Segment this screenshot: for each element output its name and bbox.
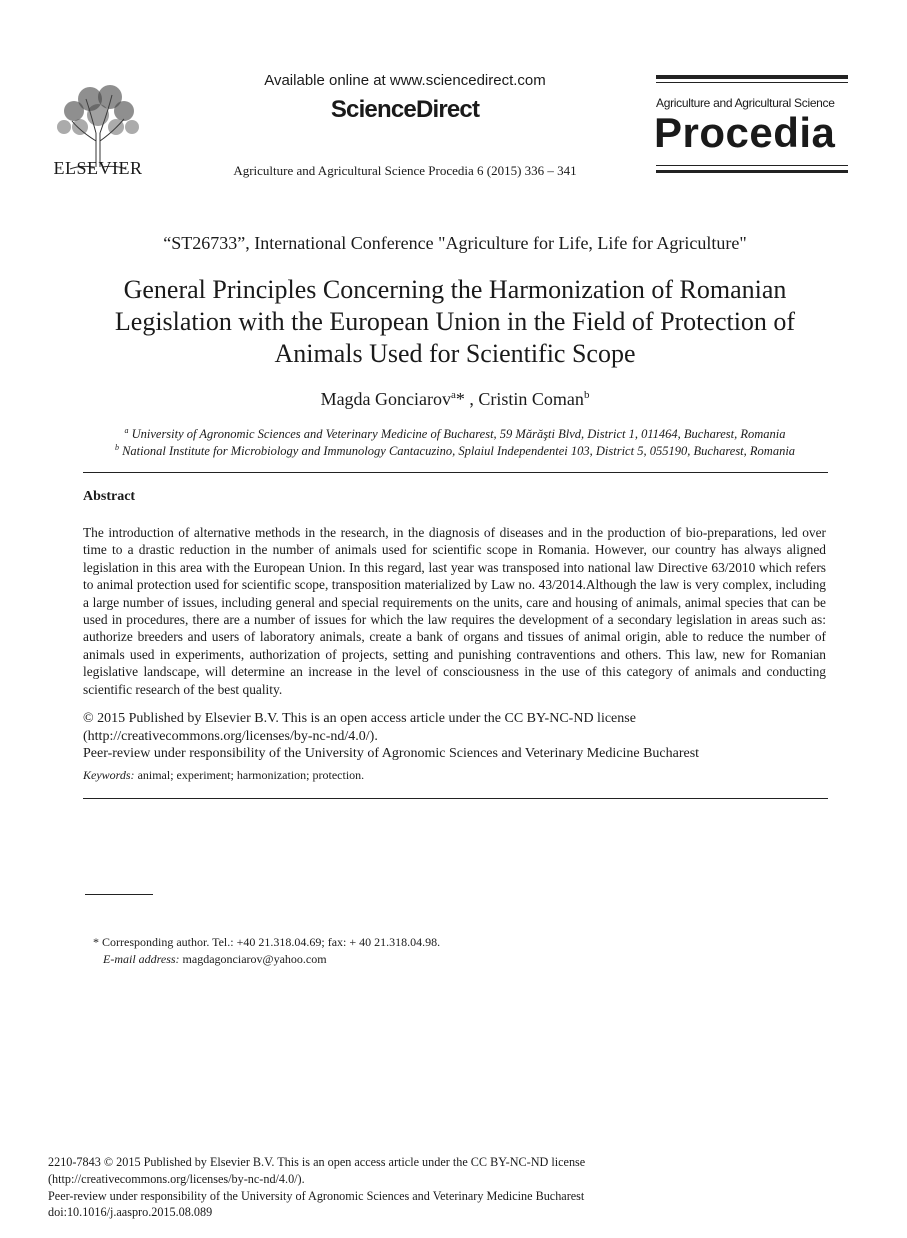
affiliation-text: National Institute for Microbiology and Immunology Cantacuzino, Splaiul Independentei 103, District 5, 055190, Bucharest, Romania: [122, 444, 796, 459]
elsevier-wordmark: ELSEVIER: [53, 158, 143, 178]
paper-title: [60, 274, 850, 370]
corresponding-mark: *: [455, 389, 465, 409]
journal-citation: Agriculture and Agricultural Science Procedia 6 (2015) 336 – 341: [233, 163, 577, 178]
email-note: [103, 952, 803, 967]
footer-doi[interactable]: doi:10.1016/j.aaspro.2015.08.089: [48, 1205, 213, 1219]
procedia-rule: [656, 165, 848, 166]
footer-license-link[interactable]: (http://creativecommons.org/licenses/by-nc-nd/4.0/).: [48, 1172, 305, 1186]
available-online-text: Available online at www.sciencedirect.com: [264, 72, 546, 89]
procedia-rule: [656, 75, 848, 79]
conference-name: “ST26733”, International Conference "Agriculture for Life, Life for Agriculture": [163, 233, 747, 253]
sciencedirect-logo: ScienceDirect: [330, 96, 480, 123]
author-name: Magda Gonciarov: [320, 389, 452, 409]
footnote-divider: [85, 894, 153, 895]
abstract-heading: Abstract: [83, 489, 136, 504]
journal-subtitle: Agriculture and Agricultural Science: [656, 96, 835, 110]
abstract-body: The introduction of alternative methods in the research, in the diagnosis of diseases and in the production of bio-preparations, led over time to a drastic reduction in the number of animals used for scientific scope in Romania. However, our country has always aligned legislation in this area with the European Union. In this regard, last year was transposed into national law Directive 63/2010 which refers to animal protection used for scientific scope, transposition materialized by Law no. 43/2014.Although the law is very complex, including a large number of issues, including general and special requirements on the units, care and housing of animals, animal species that can be used in procedures, there are a number of issues for which the law requires the development of a secondary legislation in areas such as: authorize breeders and users of laboratory animals, create a bank of organs and tissues of animal origin, able to reduce the number of animals used in experiments, authorization of projects, setting and punishing contraventions and others. This law, new for Romanian legislative landscape, will determine an increase in the level of consciousness in the use of this category of animals and conducting scientific research of the best quality.: [83, 525, 826, 697]
affiliation-text: University of Agronomic Sciences and Veterinary Medicine of Bucharest, 59 Mărăşti Blvd, District 1, 011464, Bucharest, Romania: [131, 427, 786, 442]
title-line: Animals Used for Scientific Scope: [274, 339, 636, 368]
author-separator: ,: [464, 389, 479, 409]
section-divider: [83, 798, 828, 799]
procedia-rule: [656, 82, 848, 83]
affiliation: [60, 443, 850, 459]
keywords: [83, 768, 826, 783]
peer-review-note: Peer-review under responsibility of the University of Agronomic Sciences and Veterinary Medicine Bucharest: [83, 746, 700, 761]
keywords-label: Keywords:: [83, 768, 135, 782]
affiliation: [60, 426, 850, 442]
email-label: E-mail address:: [103, 952, 180, 966]
title-line: Legislation with the European Union in the Field of Protection of: [114, 307, 796, 336]
affiliation-mark: b: [114, 443, 119, 452]
affiliation-mark: a: [451, 389, 456, 401]
license-text: © 2015 Published by Elsevier B.V. This is an open access article under the CC BY-NC-ND license: [83, 711, 636, 726]
procedia-rule: [656, 170, 848, 173]
affiliation-mark: b: [583, 389, 590, 401]
email-address[interactable]: magdagonciarov@yahoo.com: [179, 952, 327, 966]
author-list: [60, 389, 850, 410]
footer-license: 2210-7843 © 2015 Published by Elsevier B.V. This is an open access article under the CC BY-NC-ND license: [48, 1155, 586, 1169]
keywords-list: animal; experiment; harmonization; protection.: [134, 768, 365, 782]
footer-peer-review: Peer-review under responsibility of the University of Agronomic Sciences and Veterinary Medicine Bucharest: [48, 1189, 585, 1203]
procedia-logo: Procedia: [654, 109, 836, 156]
affiliation-mark: a: [124, 426, 129, 435]
author-name: Cristin Coman: [478, 389, 584, 409]
license-link[interactable]: (http://creativecommons.org/licenses/by-nc-nd/4.0/).: [83, 729, 378, 744]
section-divider: [83, 472, 828, 473]
corresponding-author-note: * Corresponding author. Tel.: +40 21.318.04.69; fax: + 40 21.318.04.98.: [93, 935, 441, 949]
title-line: General Principles Concerning the Harmonization of Romanian: [123, 275, 787, 304]
